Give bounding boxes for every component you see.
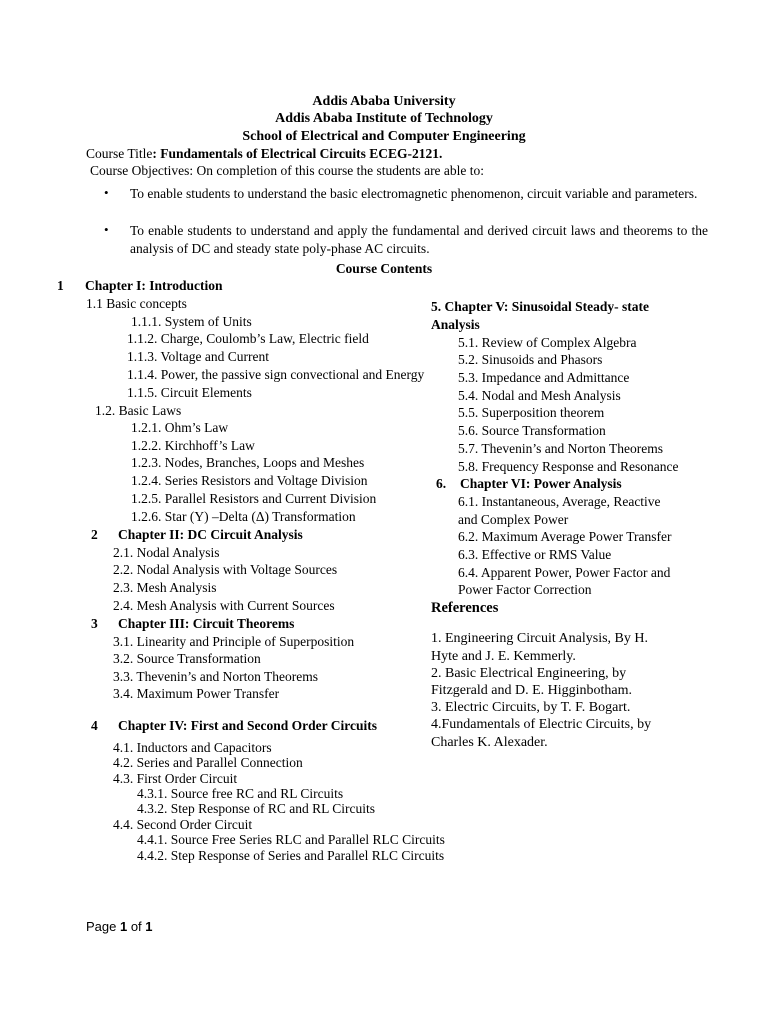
chapter-6-number: 6.: [436, 476, 447, 491]
topic-5-3: 5.3. Impedance and Admittance: [458, 370, 630, 385]
section-1-2: 1.2. Basic Laws: [95, 403, 182, 418]
references-heading: References: [431, 600, 499, 616]
topic-5-1: 5.1. Review of Complex Algebra: [458, 335, 637, 350]
topic-1-1-2: 1.1.2. Charge, Coulomb’s Law, Electric field: [127, 331, 369, 346]
topic-4-4-1: 4.4.1. Source Free Series RLC and Parallel RLC Circuits: [137, 832, 445, 847]
chapter-5-title-line-1: 5. Chapter V: Sinusoidal Steady- state: [431, 299, 650, 314]
reference-4-cont: Charles K. Alexader.: [431, 735, 548, 750]
chapter-4-title: Chapter IV: First and Second Order Circuits: [118, 718, 378, 733]
course-title-line: [86, 145, 442, 162]
page-of: of: [127, 919, 146, 934]
topic-4-3: 4.3. First Order Circuit: [113, 771, 238, 786]
topic-6-2: 6.2. Maximum Average Power Transfer: [458, 529, 672, 544]
topic-2-3: 2.3. Mesh Analysis: [113, 580, 217, 595]
topic-6-1-cont: and Complex Power: [458, 512, 569, 527]
topic-1-2-5: 1.2.5. Parallel Resistors and Current Division: [131, 491, 377, 506]
topic-4-1: 4.1. Inductors and Capacitors: [113, 740, 272, 755]
topic-5-2: 5.2. Sinusoids and Phasors: [458, 352, 603, 367]
topic-1-2-1: 1.2.1. Ohm’s Law: [131, 420, 229, 435]
topic-4-3-2: 4.3.2. Step Response of RC and RL Circuits: [137, 801, 375, 816]
topic-2-4: 2.4. Mesh Analysis with Current Sources: [113, 598, 335, 613]
reference-2: 2. Basic Electrical Engineering, by: [431, 666, 627, 681]
topic-5-8: 5.8. Frequency Response and Resonance: [458, 459, 679, 474]
topic-6-4: 6.4. Apparent Power, Power Factor and: [458, 565, 671, 580]
objective-bullet-2: •: [104, 222, 109, 237]
reference-2-cont: Fitzgerald and D. E. Higginbotham.: [431, 683, 633, 698]
university-title: Addis Ababa University: [312, 94, 456, 109]
topic-1-2-2: 1.2.2. Kirchhoff’s Law: [131, 438, 255, 453]
topic-5-4: 5.4. Nodal and Mesh Analysis: [458, 388, 621, 403]
chapter-3-title: Chapter III: Circuit Theorems: [118, 616, 295, 631]
chapter-3-number: 3: [91, 616, 98, 631]
topic-1-1-3: 1.1.3. Voltage and Current: [127, 349, 269, 364]
topic-1-1-5: 1.1.5. Circuit Elements: [127, 385, 252, 400]
institute-title: Addis Ababa Institute of Technology: [275, 111, 493, 126]
course-title-label: Course Title: [86, 146, 153, 161]
objective-1: To enable students to understand the basic electromagnetic phenomenon, circuit variable and parameters.: [130, 186, 698, 201]
topic-3-4: 3.4. Maximum Power Transfer: [113, 686, 280, 701]
topic-5-5: 5.5. Superposition theorem: [458, 405, 605, 420]
chapter-5-title-line-2: Analysis: [431, 317, 480, 332]
chapter-2-title: Chapter II: DC Circuit Analysis: [118, 527, 303, 542]
chapter-6-title: Chapter VI: Power Analysis: [460, 476, 622, 491]
objective-2: To enable students to understand and apply the fundamental and derived circuit laws and theorems to the analysis of DC and steady state poly-phase AC circuits.: [130, 223, 708, 256]
topic-6-4-cont: Power Factor Correction: [458, 582, 592, 597]
page-prefix: Page: [86, 919, 120, 934]
topic-4-2: 4.2. Series and Parallel Connection: [113, 755, 303, 770]
chapter-2-number: 2: [91, 527, 98, 542]
chapter-4-number: 4: [91, 718, 98, 733]
topic-2-2: 2.2. Nodal Analysis with Voltage Sources: [113, 562, 338, 577]
topic-6-1: 6.1. Instantaneous, Average, Reactive: [458, 494, 661, 509]
topic-3-3: 3.3. Thevenin’s and Norton Theorems: [113, 669, 318, 684]
topic-1-2-3: 1.2.3. Nodes, Branches, Loops and Meshes: [131, 455, 365, 470]
page-total: 1: [145, 919, 153, 934]
topic-1-2-6: 1.2.6. Star (Y) –Delta (Δ) Transformation: [131, 509, 356, 524]
topic-6-3: 6.3. Effective or RMS Value: [458, 547, 612, 562]
topic-1-2-4: 1.2.4. Series Resistors and Voltage Division: [131, 473, 368, 488]
chapter-1-number: 1: [57, 278, 64, 293]
topic-4-4: 4.4. Second Order Circuit: [113, 817, 253, 832]
reference-3: 3. Electric Circuits, by T. F. Bogart.: [431, 700, 631, 715]
topic-5-7: 5.7. Thevenin’s and Norton Theorems: [458, 441, 663, 456]
topic-3-2: 3.2. Source Transformation: [113, 651, 261, 666]
chapter-1-title: Chapter I: Introduction: [85, 278, 223, 293]
course-title-value: : Fundamentals of Electrical Circuits ECEG-2121.: [152, 146, 443, 161]
section-1-1: 1.1 Basic concepts: [86, 296, 187, 311]
topic-3-1: 3.1. Linearity and Principle of Superposition: [113, 634, 355, 649]
reference-1: 1. Engineering Circuit Analysis, By H.: [431, 631, 648, 646]
course-contents-heading: Course Contents: [335, 261, 433, 276]
reference-1-cont: Hyte and J. E. Kemmerly.: [431, 649, 576, 664]
reference-4: 4.Fundamentals of Electric Circuits, by: [431, 717, 652, 732]
topic-2-1: 2.1. Nodal Analysis: [113, 545, 220, 560]
topic-4-3-1: 4.3.1. Source free RC and RL Circuits: [137, 786, 344, 801]
page-current: 1: [119, 919, 128, 934]
course-objectives-label: Course Objectives:: [90, 163, 194, 178]
topic-5-6: 5.6. Source Transformation: [458, 423, 606, 438]
topic-1-1-1: 1.1.1. System of Units: [131, 314, 252, 329]
topic-1-1-4: 1.1.4. Power, the passive sign convectional and Energy: [127, 367, 425, 382]
page-footer: [86, 919, 153, 934]
topic-4-4-2: 4.4.2. Step Response of Series and Parallel RLC Circuits: [137, 848, 445, 863]
course-objectives-intro: On completion of this course the students are able to:: [193, 163, 485, 178]
course-objectives-line: [90, 162, 484, 179]
objective-bullet-1: •: [104, 185, 109, 200]
school-title: School of Electrical and Computer Engineering: [242, 129, 526, 144]
